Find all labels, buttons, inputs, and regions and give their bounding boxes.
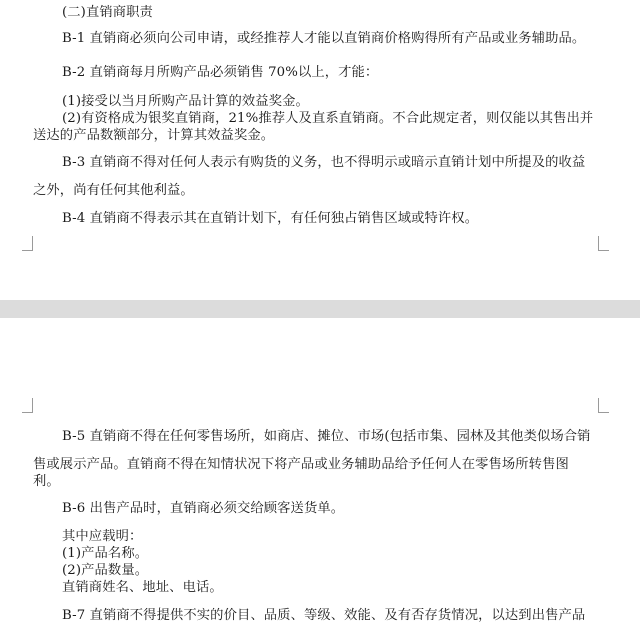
clause-b2: B-2 直销商每月所购产品必须销售 70%以上，才能： — [62, 65, 379, 80]
clause-b2-item-2-cont: 送达的产品数额部分，计算其效益奖金。 — [33, 128, 275, 143]
clause-b5: B-5 直销商不得在任何零售场所，如商店、摊位、市场(包括市集、园林及其他类似场合销 — [62, 429, 591, 444]
clause-b6: B-6 出售产品时，直销商必须交给顾客送货单。 — [62, 501, 345, 516]
margin-corner-mark — [598, 398, 609, 413]
margin-corner-mark — [22, 398, 33, 413]
note-item-2: (2)产品数量。 — [62, 563, 149, 578]
margin-corner-mark — [598, 236, 609, 251]
clause-b3: B-3 直销商不得对任何人表示有购货的义务，也不得明示或暗示直销计划中所提及的收益 — [62, 155, 586, 170]
note-item-1: (1)产品名称。 — [62, 546, 149, 561]
clause-b2-item-1: (1)接受以当月所购产品计算的效益奖金。 — [62, 94, 309, 109]
document-page-1 — [0, 0, 640, 300]
clause-b5-cont-2: 利。 — [33, 474, 60, 489]
section-heading: (二)直销商职责 — [62, 5, 153, 20]
note-heading: 其中应载明： — [62, 529, 143, 544]
clause-b3-cont: 之外，尚有任何其他利益。 — [33, 183, 194, 198]
clause-b2-item-2: (2)有资格成为银奖直销商，21%推荐人及直系直销商。不合此规定者，则仅能以其售出并 — [62, 111, 594, 126]
clause-b1: B-1 直销商必须向公司申请，或经推荐人才能以直销商价格购得所有产品或业务辅助品。 — [62, 31, 586, 46]
margin-corner-mark — [22, 236, 33, 251]
page-gap — [0, 300, 640, 318]
note-item-3: 直销商姓名、地址、电话。 — [62, 580, 223, 595]
clause-b5-cont-1: 售或展示产品。直销商不得在知情状况下将产品或业务辅助品给予任何人在零售场所转售图 — [33, 457, 569, 472]
document-page-2 — [0, 318, 640, 626]
clause-b4: B-4 直销商不得表示其在直销计划下，有任何独占销售区域或特许权。 — [62, 211, 479, 226]
clause-b7: B-7 直销商不得提供不实的价目、品质、等级、效能、及有否存货情况，以达到出售产品 — [62, 608, 586, 623]
